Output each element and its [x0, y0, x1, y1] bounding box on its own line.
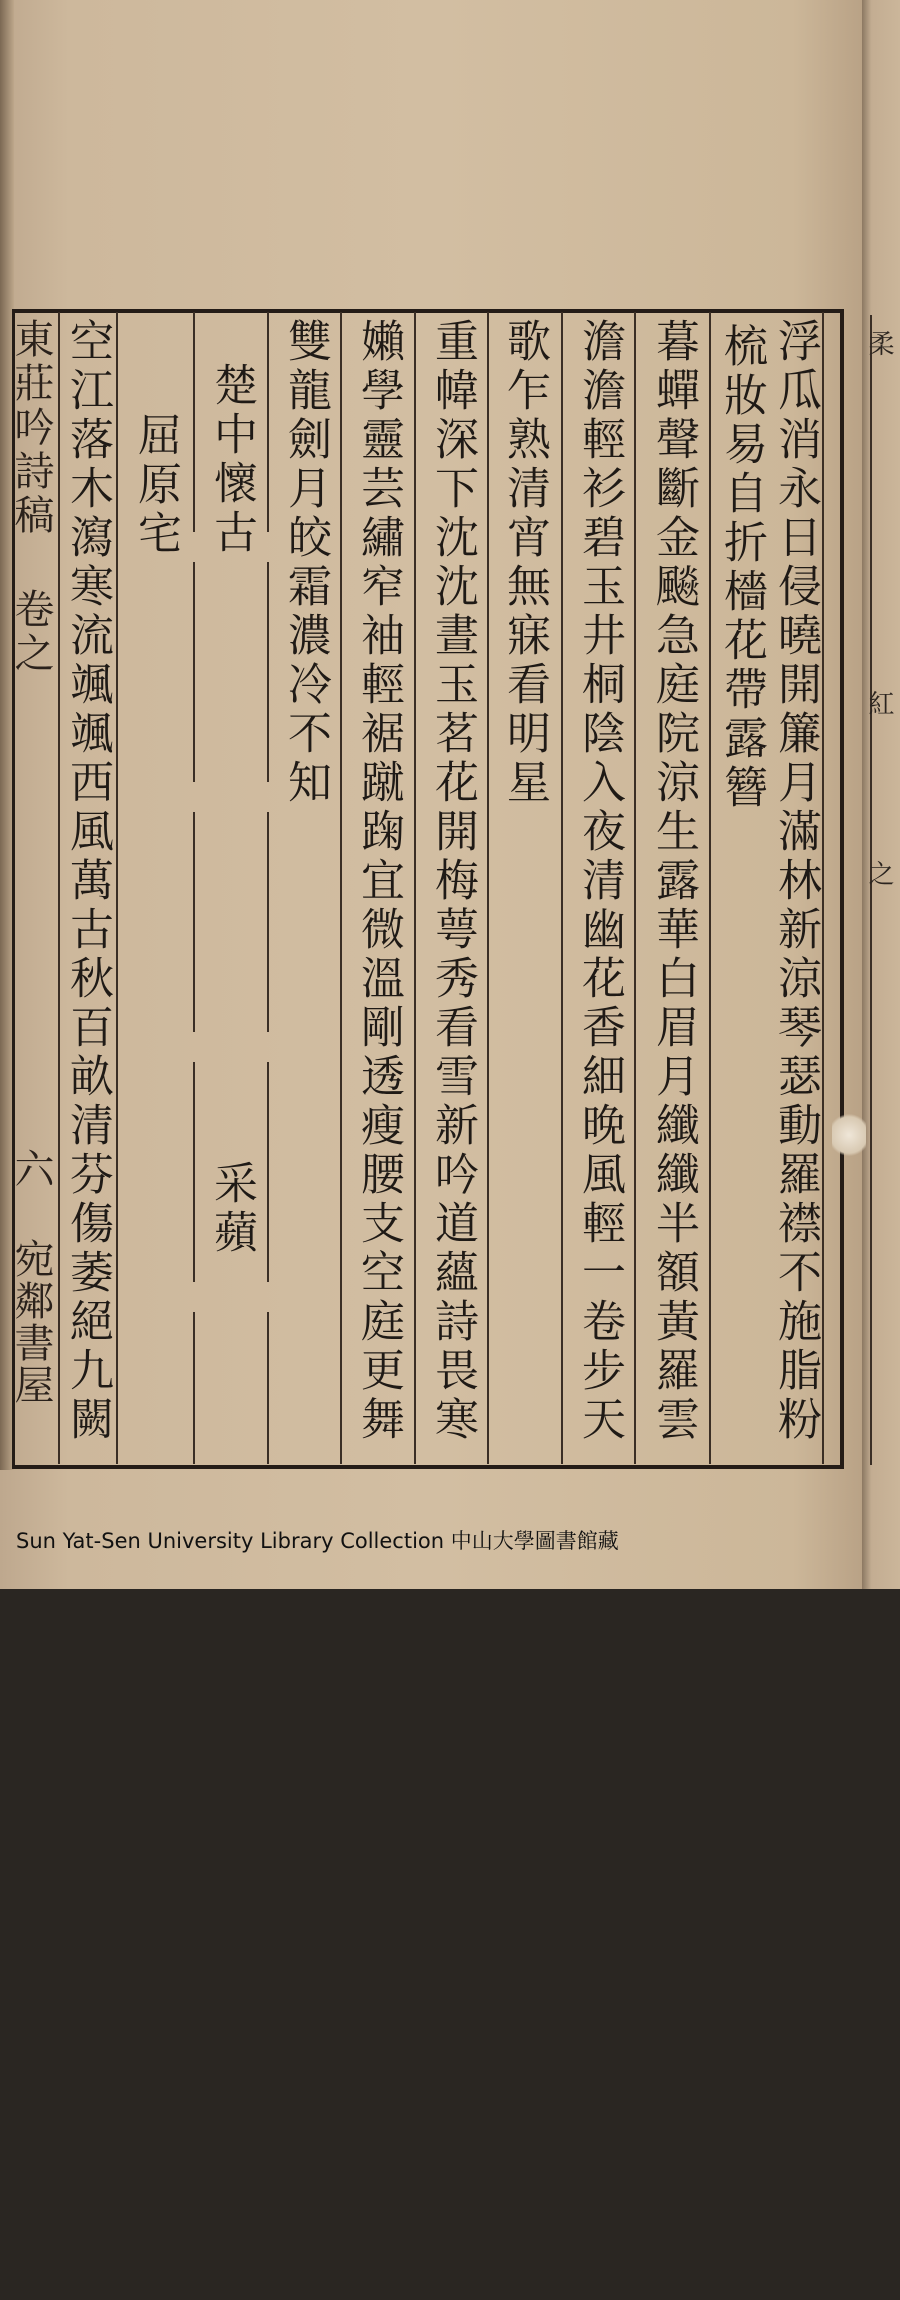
- page-number: 六: [8, 1148, 54, 1192]
- text-column: 空江落木瀉寒流颯颯西風萬古秋百畝清芬傷萎絕九闕: [62, 318, 113, 1445]
- text-column: 梳妝易自折檣花帶露簪: [716, 323, 767, 813]
- column-rule: [193, 312, 195, 1464]
- section-heading: 楚中懷古: [206, 362, 257, 558]
- column-rule: [340, 312, 342, 1464]
- poem-title: 屈原宅: [130, 412, 181, 559]
- publisher-name: 宛鄰書屋: [8, 1238, 54, 1406]
- column-rule: [634, 312, 636, 1464]
- fish-tail-margin: [8, 318, 54, 1458]
- book-title: 東莊吟詩稿 卷之: [8, 318, 54, 676]
- next-page-rule: [870, 315, 872, 1465]
- column-rule: [116, 312, 118, 1464]
- column-rule: [561, 312, 563, 1464]
- next-page-fragment: 之: [864, 860, 894, 886]
- text-column: 暮蟬聲斷金飈急庭院涼生露華白眉月纖纖半額黃羅雲: [648, 318, 699, 1445]
- next-page-fragment: 柔: [864, 330, 894, 356]
- column-rule: [58, 312, 60, 1464]
- text-column: 重幃深下沈沈晝玉茗花開梅萼秀看雪新吟道蘊詩畏寒: [427, 318, 478, 1445]
- text-column: 嬾學靈芸繡窄袖輕裾蹴踘宜微溫剛透瘦腰支空庭更舞: [353, 318, 404, 1445]
- text-column: 歌乍熟清宵無寐看明星: [499, 318, 550, 808]
- poem-title: 采蘋: [206, 1160, 257, 1258]
- next-page-fragment: 紅: [864, 690, 894, 716]
- library-credit: Sun Yat-Sen University Library Collection 中山大學圖書館藏: [16, 1529, 619, 1553]
- column-rule: [487, 312, 489, 1464]
- column-rule: [414, 312, 416, 1464]
- column-rule: [822, 312, 824, 1464]
- text-column: 雙龍劍月皎霜濃冷不知: [280, 318, 331, 808]
- next-page-edge: [862, 0, 900, 1589]
- text-column: 浮瓜消永日侵曉開簾月滿林新涼琴瑟動羅襟不施脂粉: [770, 318, 821, 1445]
- text-column: 澹澹輕衫碧玉井桐陰入夜清幽花香細晚風輕一卷步天: [574, 318, 625, 1445]
- column-rule: [709, 312, 711, 1464]
- paper-stain: [832, 1110, 866, 1160]
- column-rule: [267, 312, 269, 1464]
